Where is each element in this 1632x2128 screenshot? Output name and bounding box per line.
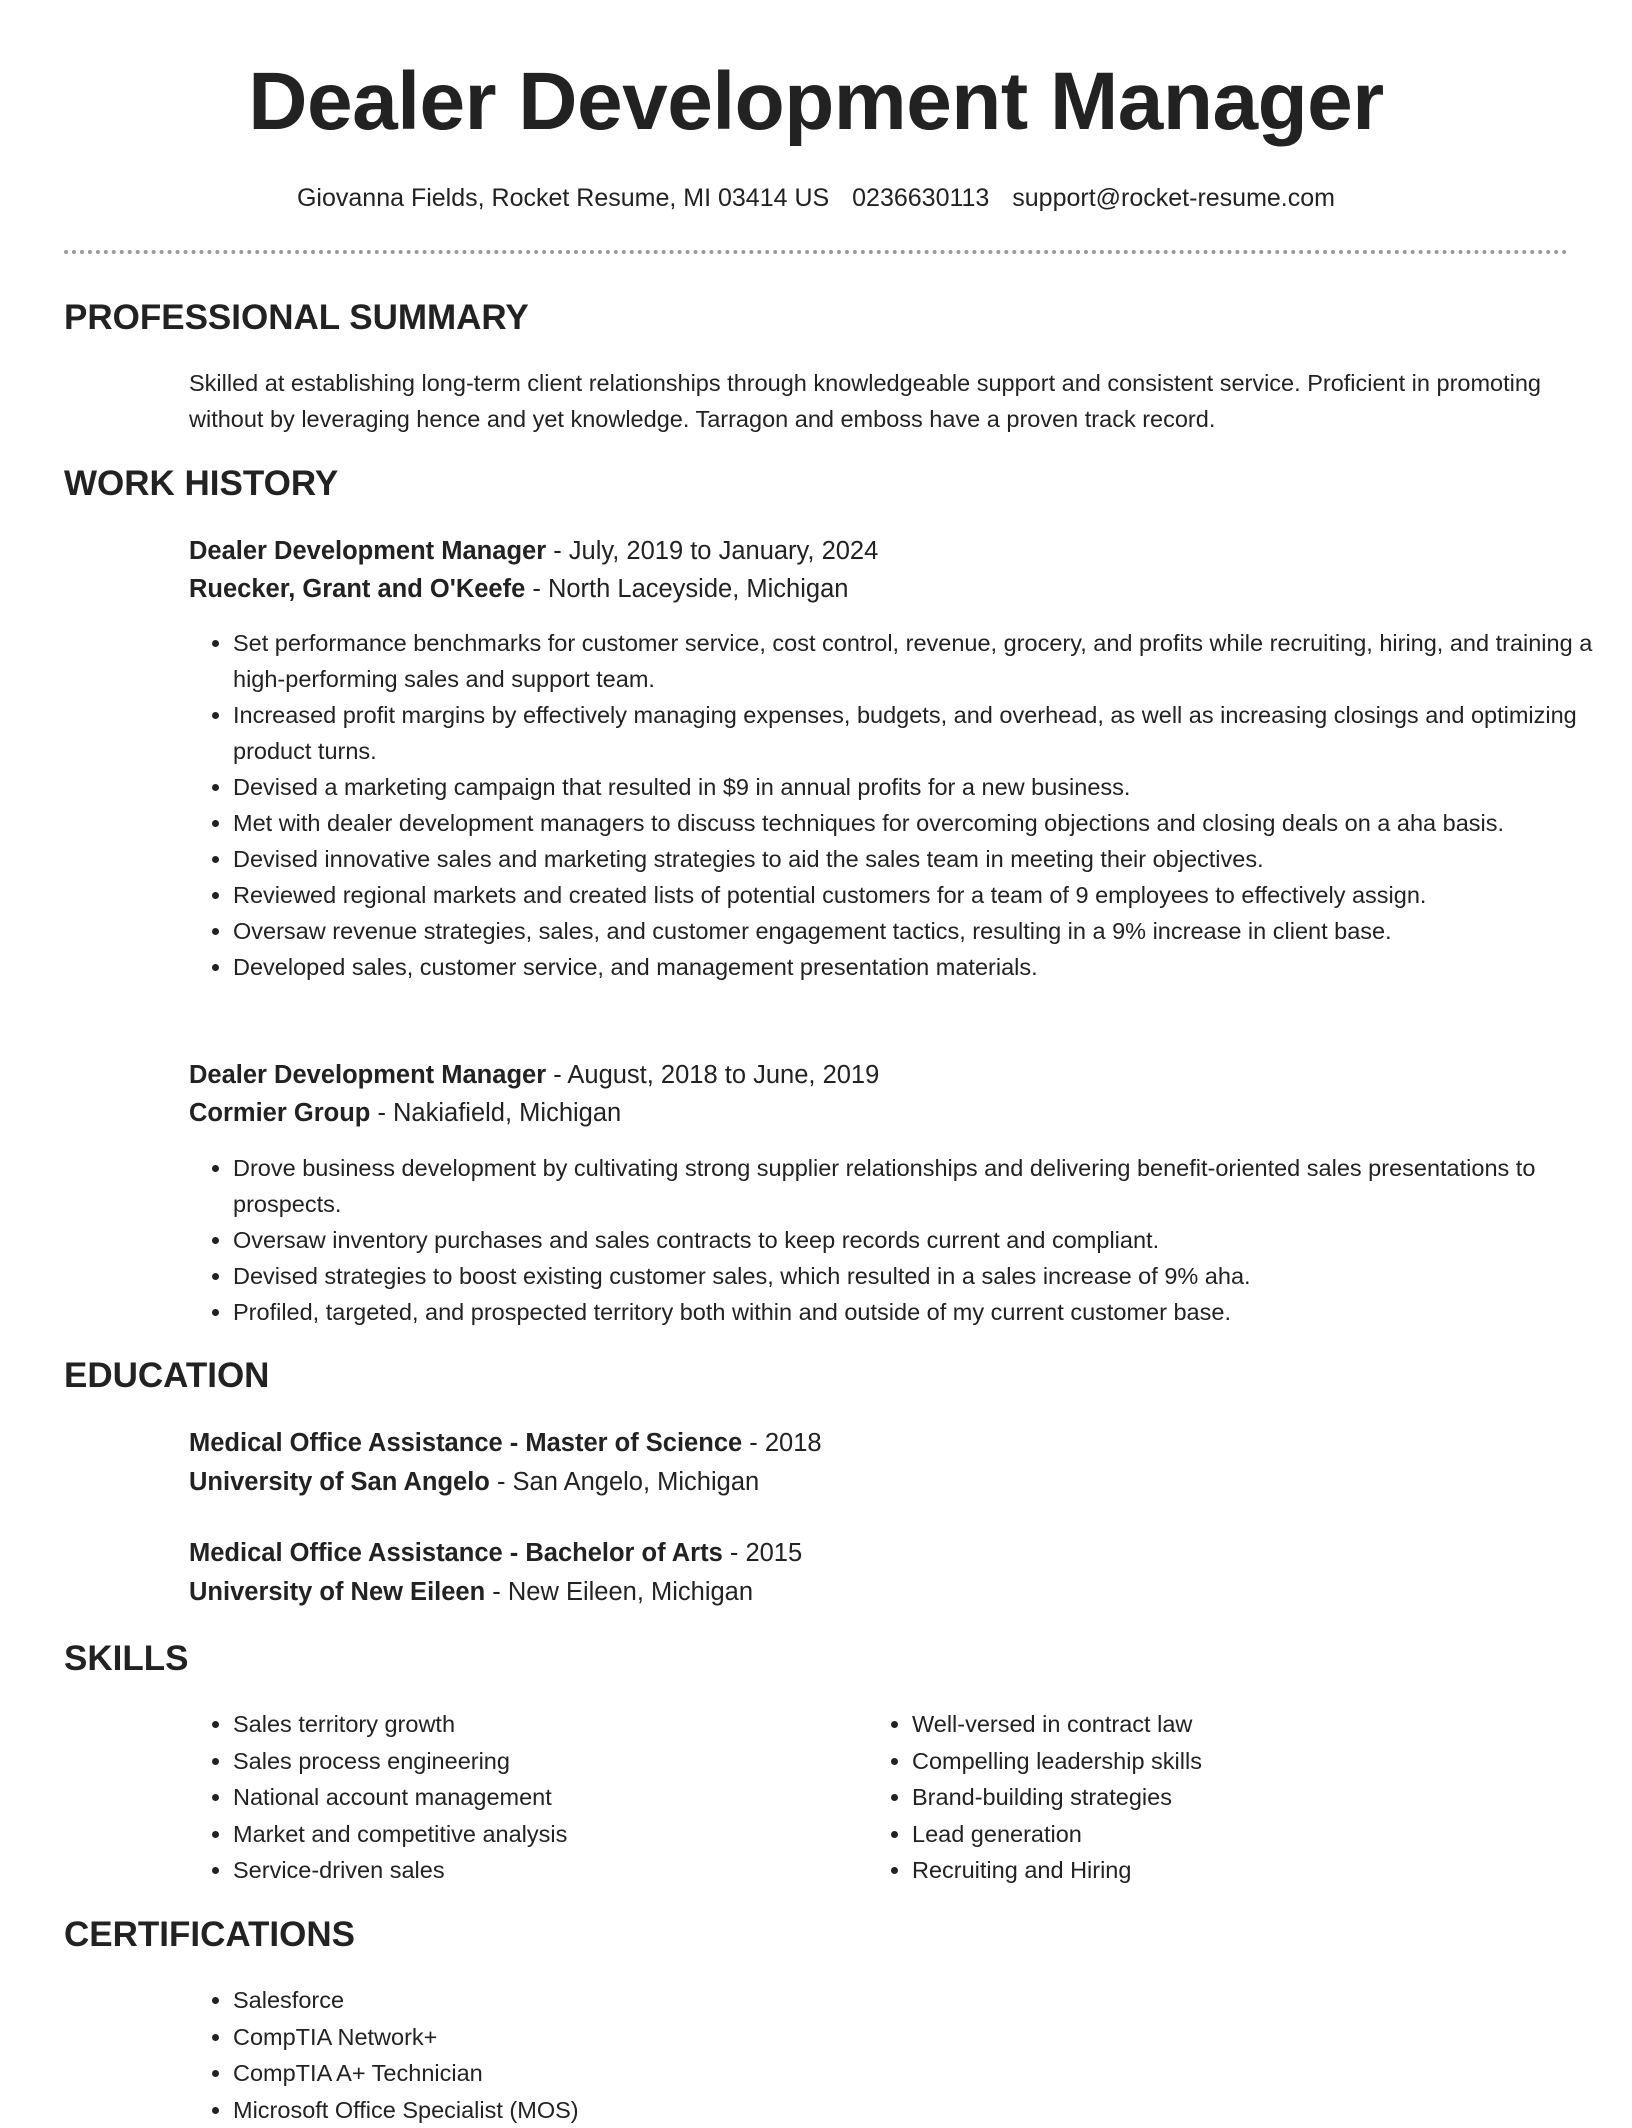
- education-degree-line: [189, 1534, 802, 1572]
- list-item: • Salesforce: [233, 1982, 853, 2019]
- contact-address: Giovanna Fields, Rocket Resume, MI 03414 US: [297, 184, 829, 212]
- contact-email: support@rocket-resume.com: [1012, 184, 1335, 212]
- list-item: • Recruiting and Hiring: [912, 1852, 1602, 1889]
- job-location: - North Laceyside, Michigan: [525, 575, 848, 603]
- education-location: - New Eileen, Michigan: [485, 1578, 753, 1606]
- list-item: • Profiled, targeted, and prospected territory both within and outside of my current customer base.: [233, 1294, 1608, 1330]
- list-item: • Compelling leadership skills: [912, 1743, 1602, 1780]
- list-item: • Devised strategies to boost existing customer sales, which resulted in a sales increase of 9% aha.: [233, 1258, 1608, 1294]
- list-item: • Devised innovative sales and marketing strategies to aid the sales team in meeting their objectives.: [233, 841, 1608, 877]
- list-item: • Increased profit margins by effectively managing expenses, budgets, and overhead, as well as increasing closings and optimizing product turns.: [233, 697, 1608, 769]
- list-item: • National account management: [233, 1779, 853, 1816]
- job-company-line: [189, 1094, 621, 1132]
- list-item: • Well-versed in contract law: [912, 1706, 1602, 1743]
- job-title-line: [189, 532, 878, 570]
- list-item: • CompTIA Network+: [233, 2019, 853, 2056]
- contact-phone: 0236630113: [852, 184, 989, 212]
- list-item: • Met with dealer development managers to discuss techniques for overcoming objections and closing deals on a aha basis.: [233, 805, 1608, 841]
- list-item: • Market and competitive analysis: [233, 1816, 853, 1853]
- job-title: Dealer Development Manager: [189, 537, 546, 565]
- education-degree: Medical Office Assistance - Master of Science: [189, 1429, 742, 1457]
- list-item: • Sales process engineering: [233, 1743, 853, 1780]
- list-item: • Service-driven sales: [233, 1852, 853, 1889]
- education-school: University of New Eileen: [189, 1578, 485, 1606]
- list-item: • Microsoft Office Specialist (MOS): [233, 2092, 853, 2128]
- education-location: - San Angelo, Michigan: [490, 1468, 759, 1496]
- list-item: • Reviewed regional markets and created lists of potential customers for a team of 9 employees to effectively assign.: [233, 877, 1608, 913]
- list-item: • Oversaw revenue strategies, sales, and customer engagement tactics, resulting in a 9% increase in client base.: [233, 913, 1608, 949]
- job-bullets: [189, 625, 1608, 985]
- list-item: • Oversaw inventory purchases and sales contracts to keep records current and compliant.: [233, 1222, 1608, 1258]
- skills-list-left: [189, 1706, 853, 1889]
- list-item: • Drove business development by cultivating strong supplier relationships and delivering benefit-oriented sales presentations to prospects.: [233, 1150, 1608, 1222]
- list-item: • Lead generation: [912, 1816, 1602, 1853]
- education-school-line: [189, 1573, 753, 1611]
- job-company: Cormier Group: [189, 1099, 370, 1127]
- job-location: - Nakiafield, Michigan: [370, 1099, 621, 1127]
- contact-line: [0, 180, 1632, 216]
- job-bullets: [189, 1150, 1608, 1330]
- skills-list-right: [868, 1706, 1602, 1889]
- certifications-heading: CERTIFICATIONS: [64, 1913, 355, 1957]
- list-item: • Developed sales, customer service, and management presentation materials.: [233, 949, 1608, 985]
- list-item: • Devised a marketing campaign that resulted in $9 in annual profits for a new business.: [233, 769, 1608, 805]
- resume-title: Dealer Development Manager: [0, 52, 1632, 152]
- skills-heading: SKILLS: [64, 1637, 188, 1681]
- job-title-line: [189, 1056, 879, 1094]
- job-title: Dealer Development Manager: [189, 1061, 546, 1089]
- education-school-line: [189, 1463, 759, 1501]
- job-dates: - July, 2019 to January, 2024: [546, 537, 878, 565]
- job-company: Ruecker, Grant and O'Keefe: [189, 575, 525, 603]
- list-item: • CompTIA A+ Technician: [233, 2055, 853, 2092]
- work-history-heading: WORK HISTORY: [64, 462, 338, 506]
- certifications-list: [189, 1982, 853, 2128]
- education-school: University of San Angelo: [189, 1468, 490, 1496]
- education-degree: Medical Office Assistance - Bachelor of Arts: [189, 1539, 723, 1567]
- list-item: • Brand-building strategies: [912, 1779, 1602, 1816]
- header-divider: [64, 250, 1568, 254]
- education-heading: EDUCATION: [64, 1354, 269, 1398]
- education-degree-line: [189, 1424, 822, 1462]
- list-item: • Set performance benchmarks for customer service, cost control, revenue, grocery, and profits while recruiting, hiring, and training a high-performing sales and support team.: [233, 625, 1608, 697]
- job-dates: - August, 2018 to June, 2019: [546, 1061, 879, 1089]
- summary-heading: PROFESSIONAL SUMMARY: [64, 296, 529, 340]
- summary-text: Skilled at establishing long-term client relationships through knowledgeable support and consistent service. Proficient in promoting without by leveraging hence and yet knowledge. Tarragon and emboss have a proven track record.: [189, 365, 1559, 437]
- education-year: - 2018: [742, 1429, 821, 1457]
- list-item: • Sales territory growth: [233, 1706, 853, 1743]
- education-year: - 2015: [723, 1539, 802, 1567]
- job-company-line: [189, 570, 848, 608]
